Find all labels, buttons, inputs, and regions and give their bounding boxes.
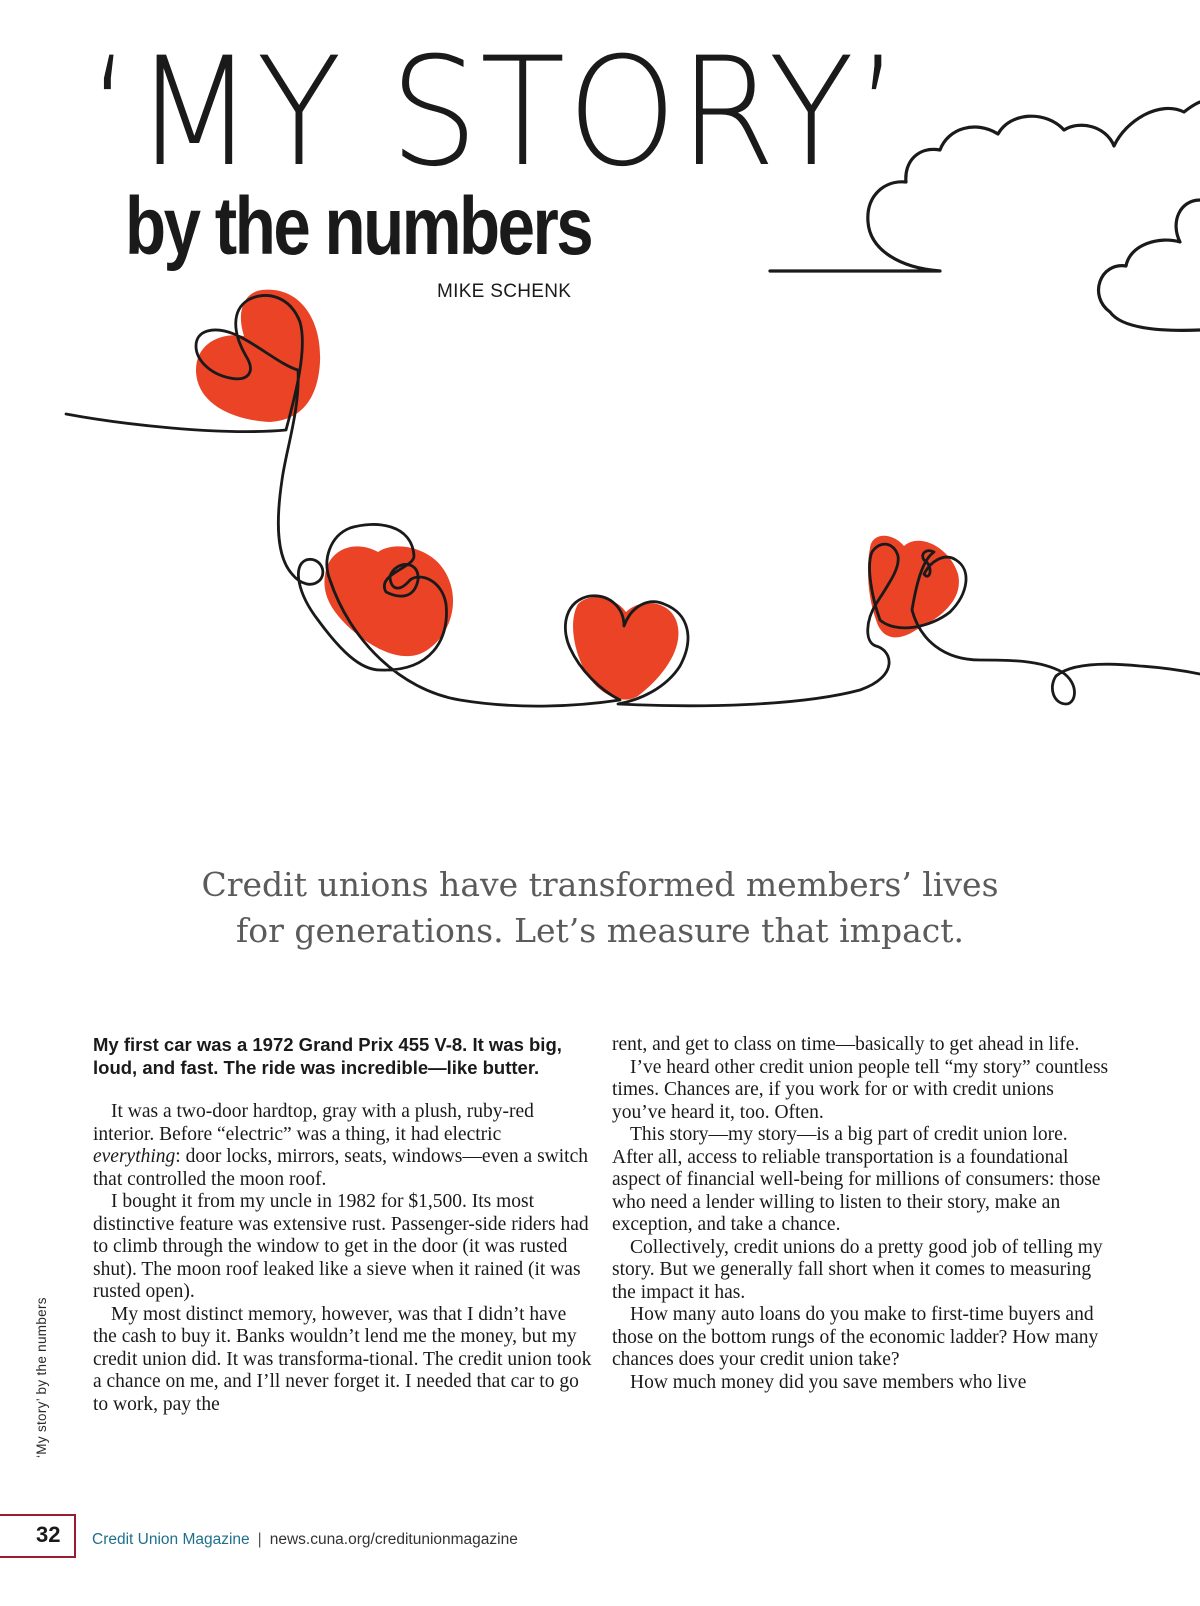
article-paragraph: My most distinct memory, however, was that I didn’t have the cash to buy it. Banks wouldn’t lend me the money, but my credit union did. It was transforma-tional. The credit union took a chance on me, and I’ll never forget it. I needed that car to go to work, pay the bbox=[93, 1303, 592, 1415]
article-paragraph: How much money did you save members who live bbox=[630, 1371, 1027, 1393]
deck bbox=[120, 862, 1080, 954]
footer-separator: | bbox=[257, 1531, 262, 1548]
article-paragraph: Collectively, credit unions do a pretty good job of telling my story. But we generally fall short when it comes to measuring the impact it has. bbox=[612, 1236, 1103, 1303]
paragraph-text: It was a two-door hardtop, gray with a plush, ruby-red interior. Before “electric” was a thing, it had electric bbox=[93, 1101, 534, 1145]
deck-line-2: for generations. Let’s measure that impact. bbox=[236, 911, 964, 950]
byline: MIKE SCHENK bbox=[437, 281, 572, 302]
heart-icon bbox=[196, 290, 959, 700]
footer bbox=[92, 1531, 518, 1549]
article-column-right bbox=[612, 1034, 1112, 1394]
article-lead: My first car was a 1972 Grand Prix 455 V-8. It was big, loud, and fast. The ride was incredible—like butter. bbox=[93, 1034, 562, 1078]
article-paragraph: I’ve heard other credit union people tell “my story” countless times. Chances are, if you work for or with credit unions you’ve heard it, too. Often. bbox=[612, 1056, 1109, 1123]
emphasis-text: everything bbox=[93, 1146, 176, 1167]
article-paragraph-continued: rent, and get to class on time—basically to get ahead in life. bbox=[612, 1034, 1080, 1055]
article-title: ‘MY STORY’ bbox=[88, 26, 902, 200]
magazine-name: Credit Union Magazine bbox=[92, 1531, 250, 1548]
article-column-left bbox=[93, 1034, 593, 1416]
page-number: 32 bbox=[36, 1522, 61, 1547]
article-paragraph bbox=[93, 1101, 593, 1191]
article-subtitle: by the numbers bbox=[125, 181, 592, 272]
paragraph-text: : door locks, mirrors, seats, windows—even a switch that controlled the moon roof. bbox=[93, 1146, 588, 1190]
article-paragraph: This story—my story—is a big part of credit union lore. After all, access to reliable transportation is a foundational aspect of financial well-being for millions of consumers: those who need a lender willing to listen to their story, make an exception, and take a chance. bbox=[612, 1124, 1101, 1235]
deck-line-1: Credit unions have transformed members’ lives bbox=[201, 865, 999, 904]
article-paragraph: I bought it from my uncle in 1982 for $1,500. Its most distinctive feature was extensive rust. Passenger-side riders had to climb through the window to get in the door (it was rusted shut). The moon roof leaked like a sieve when it rained (it was rusted open). bbox=[93, 1191, 589, 1302]
magazine-url[interactable]: news.cuna.org/creditunionmagazine bbox=[269, 1531, 518, 1548]
section-running-head: ‘My story’ by the numbers bbox=[34, 1297, 49, 1458]
article-paragraph: How many auto loans do you make to first-time buyers and those on the bottom rungs of the economic ladder? How many chances does your credit union take? bbox=[612, 1304, 1099, 1370]
